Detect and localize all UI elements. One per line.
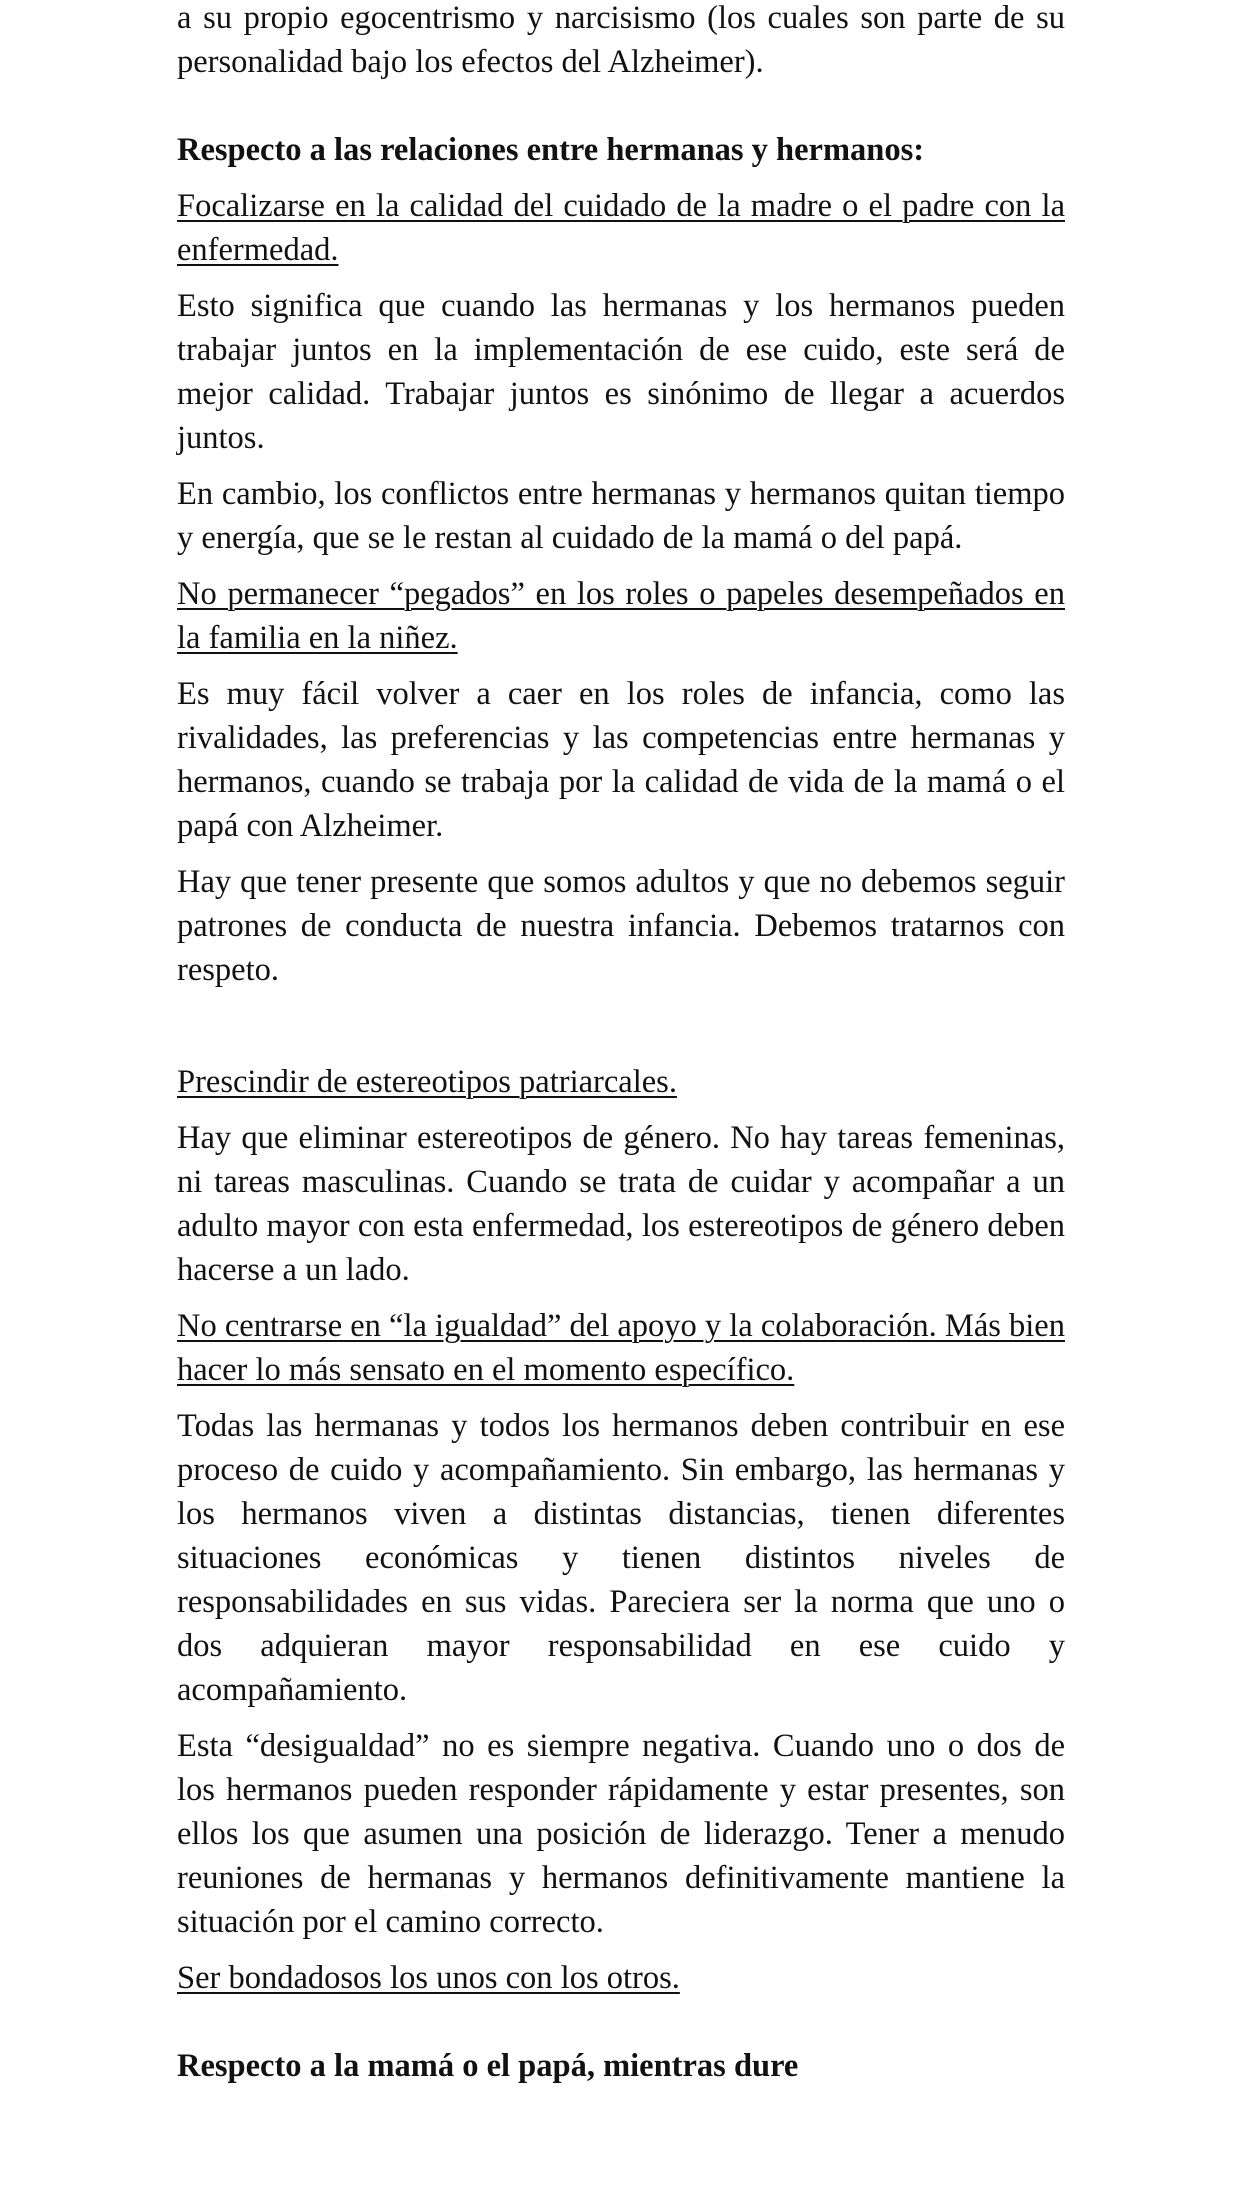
intro-paragraph: a su propio egocentrismo y narcisismo (los cuales son parte de su personalidad bajo los efectos del Alzheimer). (177, 0, 1065, 80)
document-page (177, 0, 1065, 2100)
subheading-3: Prescindir de estereotipos patriarcales. (177, 1064, 677, 1100)
subheading-1: Focalizarse en la calidad del cuidado de la madre o el padre con la enfermedad. (177, 188, 1065, 268)
paragraph-1b: En cambio, los conflictos entre hermanas y hermanos quitan tiempo y energía, que se le restan al cuidado de la mamá o del papá. (177, 476, 1065, 556)
subheading-2: No permanecer “pegados” en los roles o papeles desempeñados en la familia en la niñez. (177, 576, 1065, 656)
subheading-4: No centrarse en “la igualdad” del apoyo y la colaboración. Más bien hacer lo más sensato en el momento específico. (177, 1308, 1065, 1388)
paragraph-4b: Esta “desigualdad” no es siempre negativa. Cuando uno o dos de los hermanos pueden responder rápidamente y estar presentes, son ellos los que asumen una posición de liderazgo. Tener a menudo reuniones de hermanas y hermanos definitivamente mantiene la situación por el camino correcto. (177, 1728, 1065, 1940)
paragraph-1a: Esto significa que cuando las hermanas y los hermanos pueden trabajar juntos en la implementación de ese cuido, este será de mejor calidad. Trabajar juntos es sinónimo de llegar a acuerdos juntos. (177, 288, 1065, 456)
paragraph-2b: Hay que tener presente que somos adultos y que no debemos seguir patrones de conducta de nuestra infancia. Debemos tratarnos con respeto. (177, 864, 1065, 988)
paragraph-4a: Todas las hermanas y todos los hermanos deben contribuir en ese proceso de cuido y acompañamiento. Sin embargo, las hermanas y los hermanos viven a distintas distancias, tienen diferentes situaciones económicas y tienen distintos niveles de responsabilidades en sus vidas. Pareciera ser la norma que uno o dos adquieran mayor responsabilidad en ese cuido y acompañamiento. (177, 1408, 1065, 1708)
subheading-5: Ser bondadosos los unos con los otros. (177, 1960, 680, 1996)
paragraph-2a: Es muy fácil volver a caer en los roles de infancia, como las rivalidades, las preferencias y las competencias entre hermanas y hermanos, cuando se trabaja por la calidad de vida de la mamá o el papá con Alzheimer. (177, 676, 1065, 844)
next-section-heading: Respecto a la mamá o el papá, mientras dure (177, 2048, 799, 2084)
section-heading: Respecto a las relaciones entre hermanas y hermanos: (177, 132, 925, 168)
paragraph-3a: Hay que eliminar estereotipos de género. No hay tareas femeninas, ni tareas masculinas. Cuando se trata de cuidar y acompañar a un adulto mayor con esta enfermedad, los estereotipos de género deben hacerse a un lado. (177, 1120, 1065, 1288)
